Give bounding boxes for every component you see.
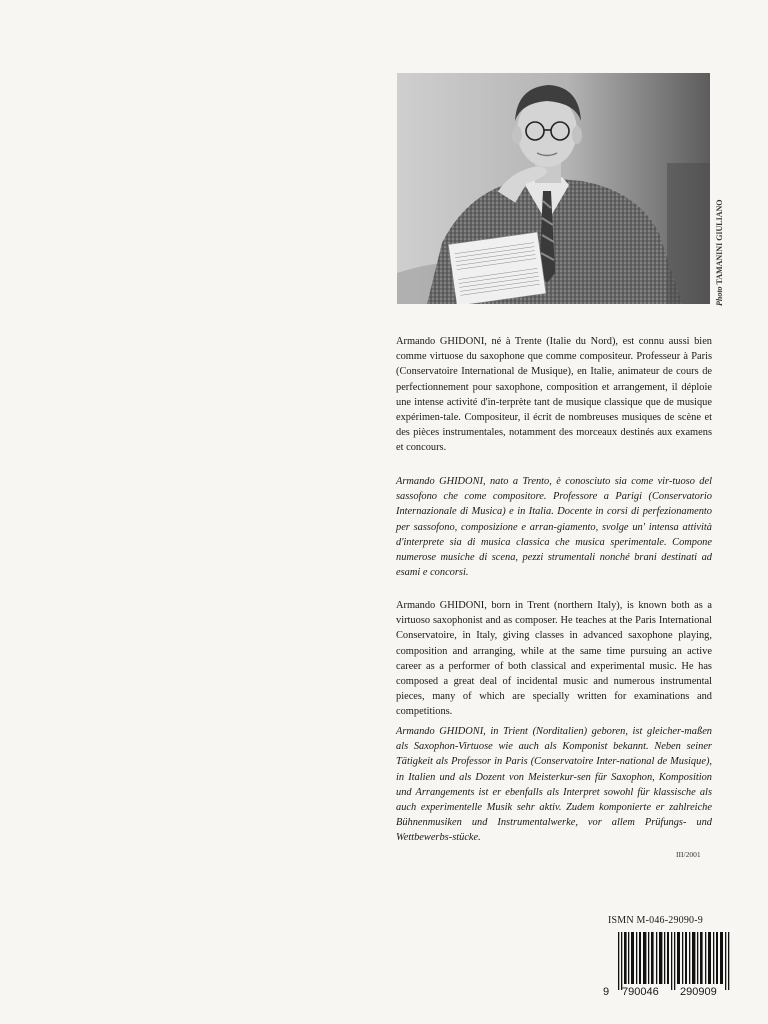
ismn-number: ISMN M-046-29090-9 — [608, 915, 703, 926]
photo-credit-prefix: Photo — [715, 286, 724, 306]
barcode-digit-first: 9 — [603, 986, 610, 998]
bio-german-text: Armando GHIDONI, in Trient (Norditalien) geboren, ist gleicher-maßen als Saxophon-Virtuose wie auch als Komponist bekannt. Neben seiner Tätigkeit als Professor in Paris (Conservatoire Inter-national de Musique), in Italien und als Dozent von Meisterkur-sen für Saxophon, Komposition und Arrangements ist er ebenfalls als Interpret sowohl für klassische als auch experimentelle Musik sehr aktiv. Zudem komponierte er zahlreiche Bühnenmusiken und Instrumentalwerke, vor allem Prüfungs- und Wettbewerbs-stücke. — [396, 726, 713, 844]
barcode-group-right: 290909 — [680, 986, 717, 998]
bio-german — [396, 724, 712, 846]
bio-english-text: Armando GHIDONI, born in Trent (northern Italy), is known both as a virtuoso saxophonist and as composer. He teaches at the Paris International Conservatoire, in Italy, giving classes in advanced saxophone playing, composition and arranging, while at the same time pursuing an active career as a performer of both classical and experimental music. He has composed a great deal of incidental music and numerous instrumental pieces, many of which are specially written for examinations and competitions. — [396, 600, 713, 718]
bio-english — [396, 598, 712, 720]
bio-italian-text: Armando GHIDONI, nato a Trento, è conosciuto sia come vir-tuoso del sassofono che come compositore. Professore a Parigi (Conservatorio Internazionale di Musica) e in Italia. Docente in corsi di perfezionamento per sassofono, composizione e arran-giamento, svolge un' intensa attività d'interprete sia di musica classica che musica sperimentale. Compone numerose musiche di scena, pezzi strumentali nonché brani destinati ad esami e concorsi. — [396, 476, 713, 579]
bio-french — [396, 334, 712, 456]
portrait-illustration — [397, 73, 710, 304]
photo-credit-name: TAMANINI GIULIANO — [715, 199, 724, 285]
edition-date: III/2001 — [676, 850, 701, 859]
barcode — [610, 932, 736, 990]
barcode-group-left: 790046 — [622, 986, 659, 998]
bio-french-text: Armando GHIDONI, né à Trente (Italie du Nord), est connu aussi bien comme virtuose du saxophone que comme compositeur. Professeur à Paris (Conservatoire International de Musique), en Italie, animateur de cours de perfectionnement pour saxophone, composition et arrangement, il déploie une intense activité d'in-terprète tant de musique classique que de musique expérimen-tale. Compositeur, il écrit de nombreuses musiques de scène et des pièces instrumentales, notamment des morceaux destinés aux examens et concours. — [396, 336, 712, 454]
portrait-photo — [397, 73, 710, 304]
bio-italian — [396, 474, 712, 580]
photo-credit — [715, 186, 727, 306]
